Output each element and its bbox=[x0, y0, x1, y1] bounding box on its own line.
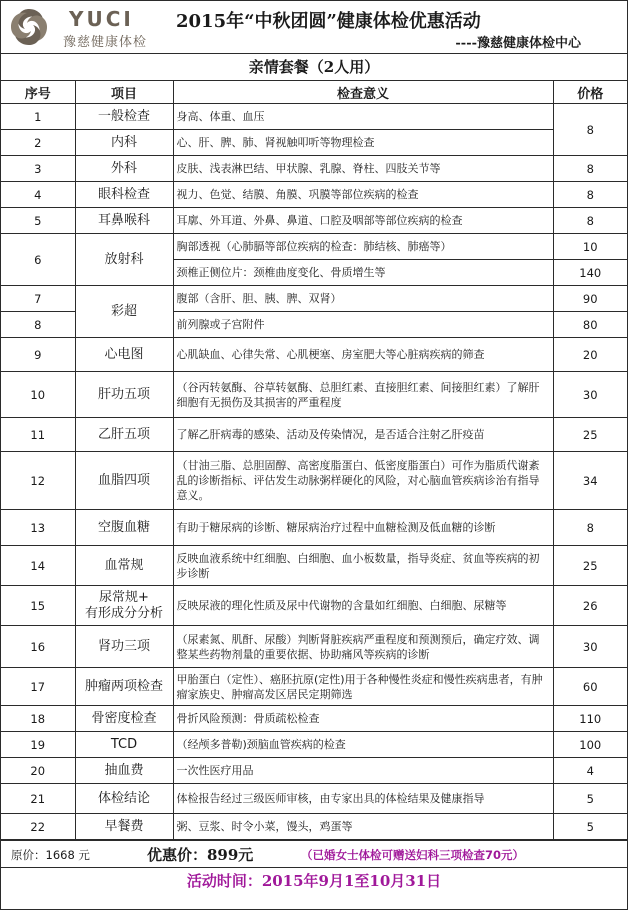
logo-text-cn: 豫慈健康体检 bbox=[63, 35, 148, 50]
table-row bbox=[1, 182, 627, 208]
row-item: 肿瘤两项检查 bbox=[75, 668, 173, 706]
row-desc: 了解乙肝病毒的感染、活动及传染情况，是否适合注射乙肝疫苗 bbox=[173, 418, 553, 452]
row-item: 一般检查 bbox=[75, 104, 173, 130]
column-header-price: 价格 bbox=[553, 81, 627, 104]
row-no: 15 bbox=[1, 586, 75, 626]
row-price: 8 bbox=[553, 182, 627, 208]
row-no: 10 bbox=[1, 372, 75, 418]
header bbox=[1, 1, 627, 54]
row-price: 140 bbox=[553, 260, 627, 286]
row-desc: 心、肝、脾、肺、肾视触叩听等物理检查 bbox=[173, 130, 553, 156]
row-desc: 反映血液系统中红细胞、白细胞、血小板数量，指导炎症、贫血等疾病的初步诊断 bbox=[173, 546, 553, 586]
table-row bbox=[1, 546, 627, 586]
row-no: 1 bbox=[1, 104, 75, 130]
row-desc: 骨折风险预测：骨质疏松检查 bbox=[173, 706, 553, 732]
row-price: 26 bbox=[553, 586, 627, 626]
row-desc: 体检报告经过三级医师审核，由专家出具的体检结果及健康指导 bbox=[173, 784, 553, 814]
row-desc: 有助于糖尿病的诊断、糖尿病治疗过程中血糖检测及低血糖的诊断 bbox=[173, 510, 553, 546]
row-desc: 腹部（含肝、胆、胰、脾、双肾） bbox=[173, 286, 553, 312]
table-row bbox=[1, 668, 627, 706]
row-no: 20 bbox=[1, 758, 75, 784]
row-desc: 视力、色觉、结膜、角膜、巩膜等部位疾病的检查 bbox=[173, 182, 553, 208]
row-item: 早餐费 bbox=[75, 814, 173, 840]
row-item: 抽血费 bbox=[75, 758, 173, 784]
row-desc: 前列腺或子宫附件 bbox=[173, 312, 553, 338]
row-price: 100 bbox=[553, 732, 627, 758]
row-price: 90 bbox=[553, 286, 627, 312]
row-price: 80 bbox=[553, 312, 627, 338]
row-desc: （谷丙转氨酶、谷草转氨酶、总胆红素、直接胆红素、间接胆红素）了解肝细胞有无损伤及其损害的严重程度 bbox=[173, 372, 553, 418]
row-price: 25 bbox=[553, 546, 627, 586]
row-desc: （甘油三脂、总胆固醇、高密度脂蛋白、低密度脂蛋白）可作为脂质代谢紊乱的诊断指标、评估发生动脉粥样硬化的风险，对心脑血管疾病诊治有指导意义。 bbox=[173, 452, 553, 510]
row-no: 18 bbox=[1, 706, 75, 732]
row-desc: 颈椎正侧位片：颈椎曲度变化、骨质增生等 bbox=[173, 260, 553, 286]
row-item: 外科 bbox=[75, 156, 173, 182]
logo-swirl-icon bbox=[7, 5, 51, 49]
row-price: 34 bbox=[553, 452, 627, 510]
row-item: 内科 bbox=[75, 130, 173, 156]
row-item: 彩超 bbox=[75, 286, 173, 338]
row-price: 110 bbox=[553, 706, 627, 732]
row-desc: 一次性医疗用品 bbox=[173, 758, 553, 784]
table-row bbox=[1, 338, 627, 372]
row-price: 30 bbox=[553, 372, 627, 418]
row-price: 5 bbox=[553, 784, 627, 814]
row-price: 5 bbox=[553, 814, 627, 840]
row-item: 骨密度检查 bbox=[75, 706, 173, 732]
table-row bbox=[1, 208, 627, 234]
table-row bbox=[1, 784, 627, 814]
row-no: 16 bbox=[1, 626, 75, 668]
table-row bbox=[1, 130, 627, 156]
table-row bbox=[1, 156, 627, 182]
row-item: 心电图 bbox=[75, 338, 173, 372]
row-desc: 耳廓、外耳道、外鼻、鼻道、口腔及咽部等部位疾病的检查 bbox=[173, 208, 553, 234]
page-title: 2015年“中秋团圆”健康体检优惠活动 bbox=[176, 11, 481, 32]
row-desc: 心肌缺血、心律失常、心肌梗塞、房室肥大等心脏病疾病的筛查 bbox=[173, 338, 553, 372]
row-desc: （经颅多普勒)颈脑血管疾病的检查 bbox=[173, 732, 553, 758]
table-row bbox=[1, 814, 627, 840]
row-no: 21 bbox=[1, 784, 75, 814]
table-row bbox=[1, 510, 627, 546]
column-header-meaning: 检查意义 bbox=[173, 81, 553, 104]
package-title: 亲情套餐（2人用） bbox=[1, 54, 627, 81]
row-price: 60 bbox=[553, 668, 627, 706]
row-desc: 身高、体重、血压 bbox=[173, 104, 553, 130]
row-item: 乙肝五项 bbox=[75, 418, 173, 452]
row-price: 8 bbox=[553, 510, 627, 546]
row-item: 放射科 bbox=[75, 234, 173, 286]
row-item: 眼科检查 bbox=[75, 182, 173, 208]
table-row bbox=[1, 372, 627, 418]
row-item: 血脂四项 bbox=[75, 452, 173, 510]
row-desc: 反映尿液的理化性质及尿中代谢物的含量如红细胞、白细胞、尿糖等 bbox=[173, 586, 553, 626]
table-row bbox=[1, 758, 627, 784]
row-no: 22 bbox=[1, 814, 75, 840]
column-header-no: 序号 bbox=[1, 81, 75, 104]
row-price: 20 bbox=[553, 338, 627, 372]
row-desc: 皮肤、浅表淋巴结、甲状腺、乳腺、脊柱、四肢关节等 bbox=[173, 156, 553, 182]
row-price: 8 bbox=[553, 104, 627, 156]
activity-time: 活动时间：2015年9月1至10月31日 bbox=[186, 872, 442, 890]
price-table bbox=[1, 81, 627, 840]
row-price: 4 bbox=[553, 758, 627, 784]
row-no: 8 bbox=[1, 312, 75, 338]
row-no: 9 bbox=[1, 338, 75, 372]
row-price: 8 bbox=[553, 208, 627, 234]
table-row bbox=[1, 732, 627, 758]
row-desc: （尿素氮、肌酐、尿酸）判断肾脏疾病严重程度和预测预后，确定疗效、调整某些药物剂量的重要依据、协助痛风等疾病的诊断 bbox=[173, 626, 553, 668]
table-row bbox=[1, 104, 627, 130]
table-row bbox=[1, 452, 627, 510]
table-row bbox=[1, 286, 627, 312]
promo-price: 优惠价：899元 bbox=[147, 846, 254, 864]
row-item: 空腹血糖 bbox=[75, 510, 173, 546]
logo-text-en: YUCI bbox=[69, 7, 134, 31]
row-desc: 胸部透视（心肺膈等部位疾病的检查：肺结核、肺癌等） bbox=[173, 234, 553, 260]
row-item: 肾功三项 bbox=[75, 626, 173, 668]
row-item: 肝功五项 bbox=[75, 372, 173, 418]
row-item: 耳鼻喉科 bbox=[75, 208, 173, 234]
row-desc: 粥、豆浆、时令小菜，馒头，鸡蛋等 bbox=[173, 814, 553, 840]
column-header-item: 项目 bbox=[75, 81, 173, 104]
row-no: 17 bbox=[1, 668, 75, 706]
row-no: 13 bbox=[1, 510, 75, 546]
row-no: 2 bbox=[1, 130, 75, 156]
table-header-row bbox=[1, 81, 627, 104]
row-no: 12 bbox=[1, 452, 75, 510]
page-subtitle: ----豫慈健康体检中心 bbox=[455, 36, 581, 51]
row-no: 3 bbox=[1, 156, 75, 182]
row-no: 4 bbox=[1, 182, 75, 208]
table-row bbox=[1, 234, 627, 260]
row-no: 11 bbox=[1, 418, 75, 452]
promo-note: （已婚女士体检可赠送妇科三项检查70元） bbox=[301, 848, 525, 862]
row-price: 25 bbox=[553, 418, 627, 452]
row-item: 血常规 bbox=[75, 546, 173, 586]
original-price: 原价：1668 元 bbox=[11, 848, 90, 862]
table-row bbox=[1, 418, 627, 452]
table-row bbox=[1, 586, 627, 626]
row-no: 5 bbox=[1, 208, 75, 234]
price-summary bbox=[1, 840, 627, 868]
row-no: 6 bbox=[1, 234, 75, 286]
table-row bbox=[1, 706, 627, 732]
row-item: 体检结论 bbox=[75, 784, 173, 814]
row-price: 8 bbox=[553, 156, 627, 182]
row-no: 14 bbox=[1, 546, 75, 586]
row-desc: 甲胎蛋白（定性）、癌胚抗原(定性)用于各种慢性炎症和慢性疾病患者，有肿瘤家族史、肿瘤高发区居民定期筛选 bbox=[173, 668, 553, 706]
row-price: 10 bbox=[553, 234, 627, 260]
row-no: 7 bbox=[1, 286, 75, 312]
table-row bbox=[1, 626, 627, 668]
row-item: 尿常规+ 有形成分分析 bbox=[75, 586, 173, 626]
row-item: TCD bbox=[75, 732, 173, 758]
row-no: 19 bbox=[1, 732, 75, 758]
row-price: 30 bbox=[553, 626, 627, 668]
